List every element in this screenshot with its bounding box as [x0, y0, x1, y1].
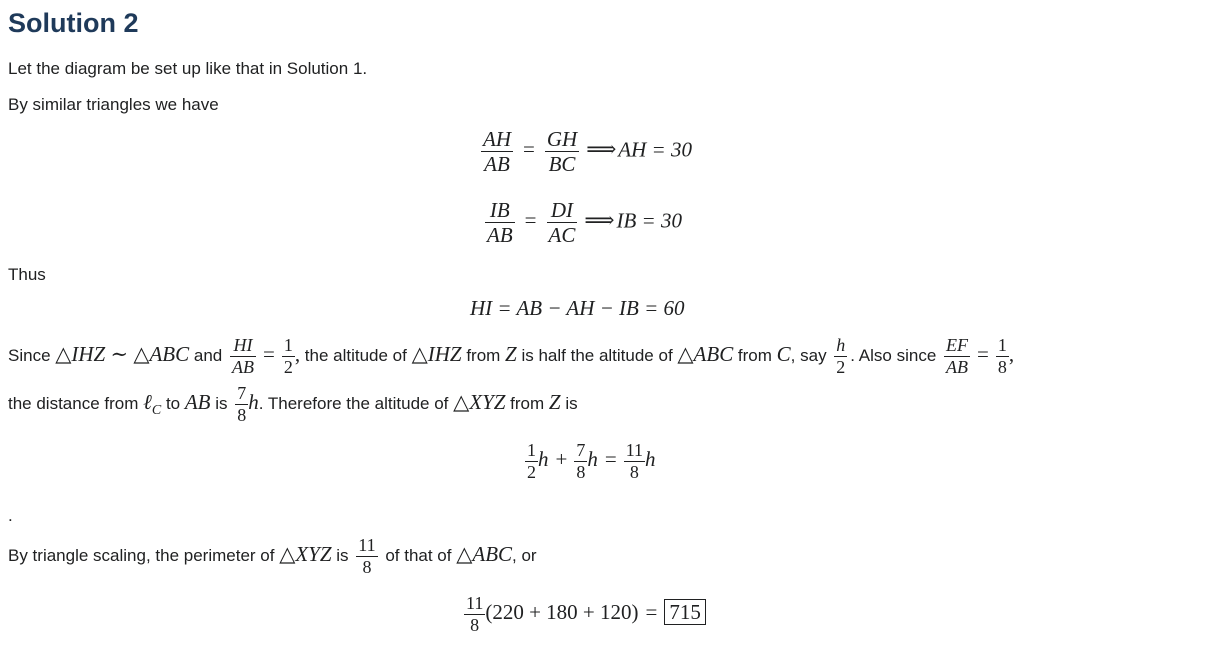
denominator: 2 [836, 356, 846, 377]
denominator: 8 [470, 614, 480, 635]
math-ab: AB [184, 389, 211, 414]
numerator: IB [485, 199, 515, 223]
math-triangle-xyz: △XYZ [453, 389, 506, 414]
text: is half the altitude of [516, 345, 678, 365]
numerator: 1 [527, 440, 536, 460]
math-triangle-ihz: △IHZ [411, 341, 462, 366]
math-triangle-xyz: △XYZ [279, 541, 332, 566]
numerator: 11 [358, 535, 376, 555]
math-triangle-abc: △ABC [456, 541, 513, 566]
denominator: 8 [237, 404, 247, 425]
denominator: 8 [362, 556, 372, 577]
fraction-eleven-eighths [356, 536, 377, 577]
paragraph-since [8, 336, 1014, 377]
fraction-gh-bc [545, 128, 579, 175]
equation-ah [478, 128, 692, 175]
text: from [461, 345, 506, 365]
numerator: 7 [576, 440, 586, 460]
math-h: h [645, 447, 656, 472]
numerator: 1 [283, 335, 293, 355]
implies-arrow: ⟹ [586, 137, 617, 162]
ell-symbol: ℓ [143, 389, 152, 414]
paragraph-setup: Let the diagram be set up like that in Solution 1. [8, 59, 368, 78]
denominator: 2 [527, 461, 536, 482]
text: . Also since [850, 345, 942, 365]
numerator: 1 [997, 335, 1007, 355]
equals-sign: = [645, 600, 658, 625]
period-dot: . [8, 506, 13, 525]
denominator: 8 [629, 461, 639, 482]
equals-sign: = [523, 137, 535, 162]
fraction-h-half [834, 336, 847, 377]
math-h: h [248, 389, 259, 414]
math-ell-c [143, 389, 162, 419]
denominator: 2 [283, 356, 293, 377]
math-z: Z [505, 341, 517, 366]
fraction-one-half [525, 441, 538, 482]
text: , or [512, 545, 537, 565]
comma: , [1008, 341, 1015, 366]
fraction-ef-ab [944, 336, 970, 377]
paragraph-scaling [8, 536, 537, 577]
math-h: h [538, 447, 549, 472]
math-z: Z [548, 389, 561, 414]
denominator: AB [484, 152, 510, 177]
text: of that of [380, 545, 457, 565]
equation-perimeter [464, 594, 706, 635]
denominator: BC [548, 152, 576, 177]
equals-sign: = [604, 447, 617, 472]
comma: , [294, 341, 301, 366]
math-triangle-abc: △ABC [677, 341, 734, 366]
text: and [189, 345, 227, 365]
text: the altitude of [300, 345, 412, 365]
denominator: 8 [576, 461, 586, 482]
fraction-eleven-eighths [624, 441, 645, 482]
fraction-seven-eighths [574, 441, 587, 482]
fraction-ah-ab [481, 128, 513, 175]
equation-result: AH = 30 [618, 137, 692, 162]
equals-sign: = [524, 208, 537, 233]
fraction-hi-ab [230, 336, 256, 377]
equation-result: IB = 30 [616, 208, 682, 233]
fraction-di-ac [547, 199, 578, 246]
math-c: C [776, 341, 791, 366]
text: from [505, 393, 549, 413]
numerator: 7 [237, 383, 247, 403]
fraction-one-half [282, 336, 295, 377]
equation-ib [482, 199, 682, 246]
text: is [331, 545, 354, 565]
fraction-ib-ab [485, 199, 515, 246]
text: , say [790, 345, 832, 365]
paragraph-thus: Thus [8, 265, 46, 284]
denominator: 8 [997, 356, 1007, 377]
text: By triangle scaling, the perimeter of [8, 545, 280, 565]
denominator: AB [487, 223, 513, 248]
equals-sign: = [262, 341, 275, 366]
numerator: 11 [466, 593, 484, 613]
denominator: AC [548, 223, 576, 248]
text: Since [8, 345, 56, 365]
equals-sign: = [977, 341, 989, 366]
numerator: GH [546, 127, 578, 151]
numerator: 11 [625, 440, 644, 460]
text: to [161, 393, 185, 413]
implies-arrow: ⟹ [584, 208, 615, 233]
section-heading: Solution 2 [8, 8, 139, 38]
paragraph-distance [8, 384, 578, 425]
text: from [733, 345, 777, 365]
denominator: AB [231, 356, 254, 377]
numerator: EF [946, 335, 969, 355]
numerator: DI [547, 199, 578, 223]
equation-altitude-sum [525, 441, 656, 482]
text: the distance from [8, 393, 144, 413]
equation-hi: HI = AB − AH − IB = 60 [470, 296, 685, 320]
subscript: C [151, 403, 162, 419]
numerator: AH [483, 127, 511, 151]
plus-sign: + [555, 447, 568, 472]
fraction-seven-eighths [235, 384, 248, 425]
math-similar-triangles: △IHZ ∼ △ABC [55, 341, 190, 366]
fraction-eleven-eighths [464, 594, 485, 635]
text: is [560, 393, 578, 413]
paragraph-similar-triangles: By similar triangles we have [8, 95, 219, 114]
perimeter-expression: (220 + 180 + 120) [485, 600, 639, 625]
boxed-answer: 715 [664, 599, 706, 625]
text: is [210, 393, 233, 413]
numerator: HI [230, 336, 256, 357]
denominator: AB [946, 356, 969, 377]
numerator: h [836, 335, 846, 355]
fraction-one-eighth [996, 336, 1009, 377]
text: . Therefore the altitude of [258, 393, 454, 413]
math-h: h [587, 447, 598, 472]
